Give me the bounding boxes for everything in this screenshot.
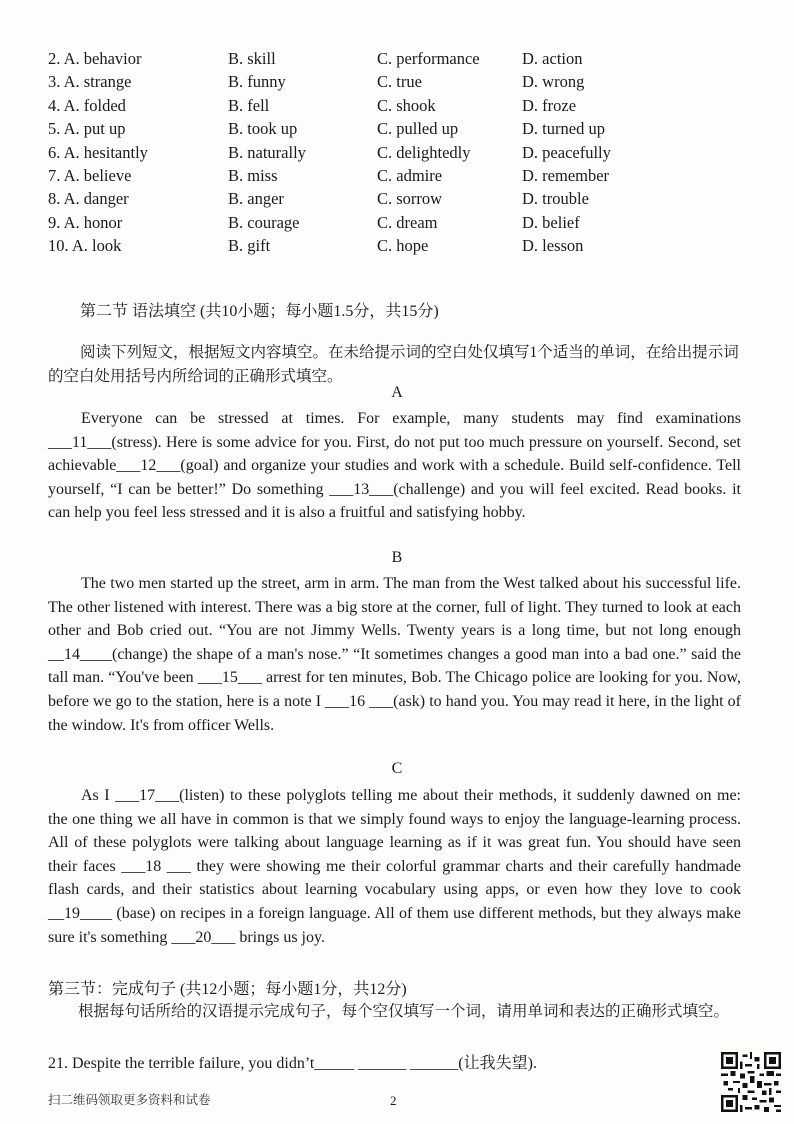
option-a: 10. A. look — [48, 236, 122, 256]
option-a: 7. A. believe — [48, 165, 132, 185]
option-a: 4. A. folded — [48, 95, 126, 115]
option-d: D. turned up — [522, 119, 605, 139]
option-a: 3. A. strange — [48, 72, 132, 92]
page-number: 2 — [390, 1093, 397, 1108]
option-c: C. sorrow — [377, 189, 443, 209]
option-row — [48, 187, 748, 210]
option-d: D. lesson — [522, 236, 584, 256]
passage-b-label: B — [391, 549, 403, 566]
option-b: B. took up — [228, 119, 298, 139]
passage-a-label: A — [391, 384, 403, 401]
option-b: B. skill — [228, 49, 276, 68]
question-21: 21. Despite the terrible failure, you didn’t_____ ______ ______(让我失望). — [48, 1055, 537, 1072]
option-row — [48, 117, 748, 140]
option-a: 9. A. honor — [48, 212, 123, 232]
option-a: 6. A. hesitantly — [48, 142, 148, 162]
footer-qr-note: 扫二维码领取更多资料和试卷 — [48, 1092, 211, 1107]
option-b: B. miss — [228, 165, 278, 185]
option-d: D. peacefully — [522, 142, 611, 162]
option-row — [48, 47, 748, 70]
option-c: C. true — [377, 72, 422, 92]
qr-code-icon — [721, 1052, 781, 1112]
option-d: D. froze — [522, 95, 577, 115]
option-row — [48, 234, 748, 257]
option-a: 2. A. behavior — [48, 49, 142, 68]
option-c: C. delightedly — [377, 142, 471, 162]
passage-c-text: As I ___17___(listen) to these polyglots telling me about their methods, it suddenly dawned on me: the one thing we all have in common is that we simply found ways to enjoy the language-learning process. All of these polyglots were talking about language learning as if it was great fun. You should have seen their faces ___18 ___ they were showing me their colorful grammar charts and their carefully handmade flash cards, and their statistics about learning vocabulary using apps, or even how they love to cook __19____ (base) on recipes in a foreign language. All of them use different methods, but they always make sure it's something ___20___ brings us joy. — [48, 787, 741, 946]
option-d: D. action — [522, 49, 583, 68]
option-row — [48, 164, 748, 187]
option-c: C. dream — [377, 212, 438, 232]
option-c: C. performance — [377, 49, 480, 68]
passage-c-label: C — [391, 760, 403, 777]
option-b: B. gift — [228, 236, 271, 256]
section2-instructions: 阅读下列短文，根据短文内容填空。在未给提示词的空白处仅填写1个适当的单词，在给出提示词的空白处用括号内所给词的正确形式填空。 — [48, 344, 739, 385]
option-c: C. pulled up — [377, 119, 459, 139]
passage-b-text: The two men started up the street, arm in arm. The man from the West talked about his successful life. The other listened with interest. There was a big store at the corner, full of light. They turned to look at each other and Bob cried out. “You are not Jimmy Wells. Twenty years is a long time, but not long enough __14____(change) the shape of a man's nose.” “It sometimes changes a good man into a bad one.” said the tall man. “You've been ___15___ arrest for ten minutes, Bob. The Chicago police are looking for you. Now, before we go to the station, here is a note I ___16 ___(ask) to hand you. You may read it here, in the light of the window. It's from officer Wells. — [48, 575, 741, 734]
section3-title: 第三节：完成句子 (共12小题；每小题1分，共12分) — [48, 981, 407, 998]
option-d: D. remember — [522, 165, 610, 185]
option-a: 5. A. put up — [48, 119, 126, 139]
option-a: 8. A. danger — [48, 189, 129, 209]
section3-instructions: 根据每句话所给的汉语提示完成句子，每个空仅填写一个词，请用单词和表达的正确形式填空。 — [78, 1003, 730, 1020]
option-row — [48, 94, 748, 117]
option-row — [48, 70, 748, 93]
option-c: C. admire — [377, 165, 443, 185]
option-row — [48, 141, 748, 164]
option-b: B. naturally — [228, 142, 306, 162]
option-c: C. shook — [377, 95, 436, 115]
option-row — [48, 211, 748, 234]
option-b: B. anger — [228, 189, 284, 209]
option-d: D. wrong — [522, 72, 585, 92]
options-table — [48, 47, 748, 258]
option-d: D. trouble — [522, 189, 589, 209]
option-b: B. fell — [228, 95, 270, 115]
section2-title: 第二节 语法填空 (共10小题；每小题1.5分，共15分) — [80, 303, 439, 320]
option-b: B. courage — [228, 212, 300, 232]
option-d: D. belief — [522, 212, 580, 232]
option-b: B. funny — [228, 72, 286, 92]
passage-a-text: Everyone can be stressed at times. For example, many students may find examinations ___11___(stress). Here is some advice for you. First, do not put too much pressure on yourself. Second, set achievable___12___(goal) and organize your studies and work with a schedule. Build self-confidence. Tell yourself, “I can be better!” Do something ___13___(challenge) and you will feel excited. Read books. it can help you feel less stressed and it is also a fruitful and satisfying hobby. — [48, 410, 741, 522]
option-c: C. hope — [377, 236, 429, 256]
